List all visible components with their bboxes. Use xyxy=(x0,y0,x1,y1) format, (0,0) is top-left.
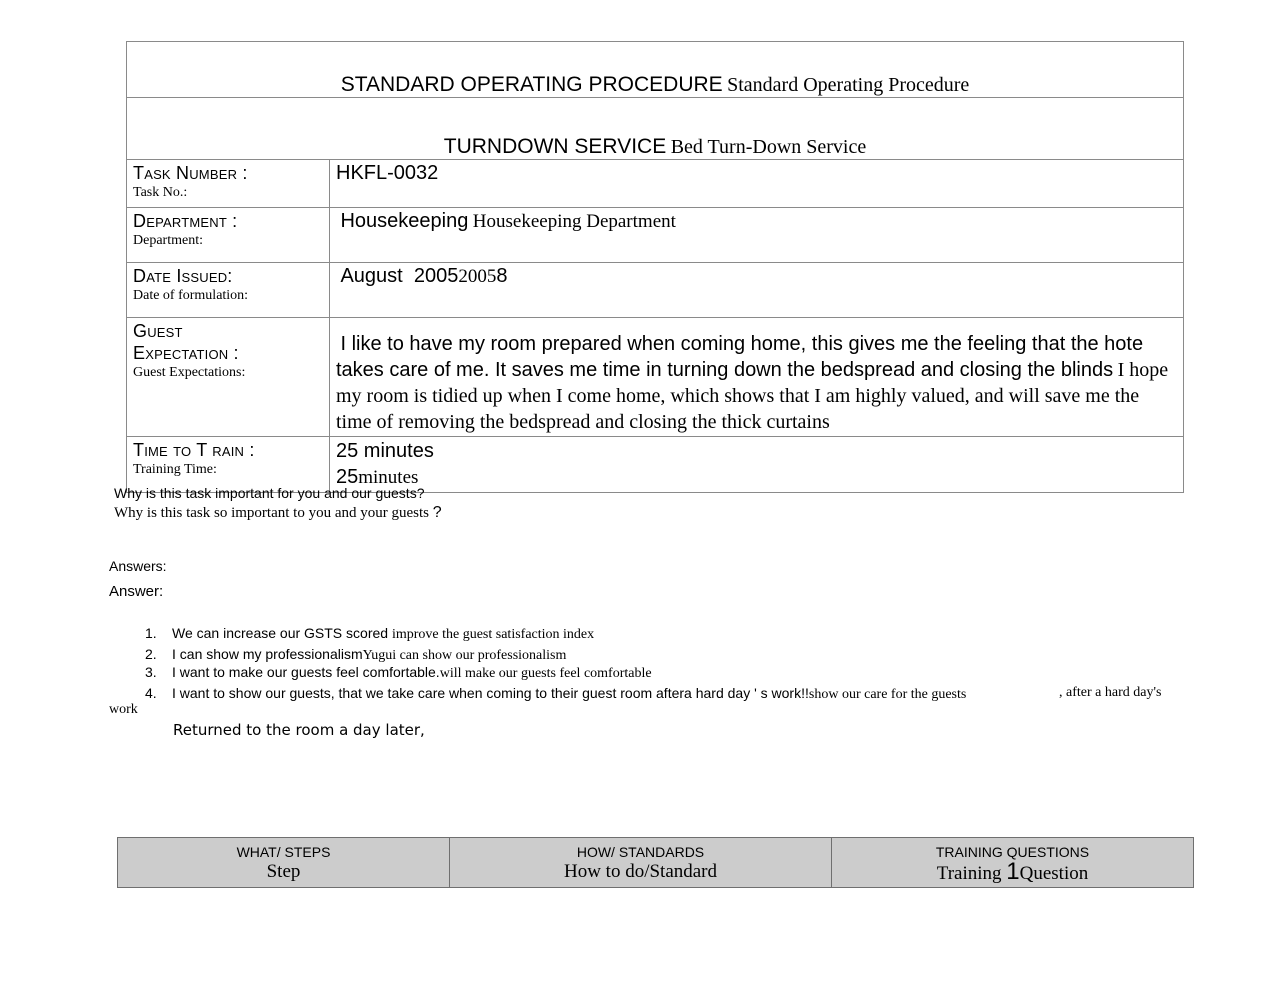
answers-heading-cn: Answer: xyxy=(109,583,164,600)
standards-header-cn: How to do/Standard xyxy=(563,861,718,882)
answer-item-1-en: We can increase our GSTS scored xyxy=(172,625,392,641)
importance-question-cn xyxy=(114,504,442,522)
service-title-cn: Bed Turn-Down Service xyxy=(670,136,867,158)
training-questions-header-cn xyxy=(832,860,1193,886)
answer-item-1-number: 1. xyxy=(145,625,157,641)
time-to-train-label-cn: Training Time: xyxy=(133,462,217,477)
date-issued-value-c: 8 xyxy=(496,265,508,287)
steps-table xyxy=(117,837,1194,888)
task-number-label: Task Number : xyxy=(133,163,248,183)
time-to-train-value-cn: minutes xyxy=(358,467,419,488)
guest-expectation-value-cell xyxy=(330,318,1184,437)
time-to-train-value-cell xyxy=(330,437,1184,493)
time-to-train-value-en: 25 minutes xyxy=(336,440,434,462)
steps-header-cn: Step xyxy=(266,861,301,882)
answer-item-3-cn: will make our guests feel comfortable xyxy=(439,666,652,681)
sop-title-cn: Standard Operating Procedure xyxy=(727,74,970,96)
guest-expectation-label-1: Guest xyxy=(133,321,183,341)
answer-item-1-cn: improve the guest satisfaction index xyxy=(391,627,595,642)
date-issued-label-cell xyxy=(127,263,330,318)
returned-note: Returned to the room a day later, xyxy=(173,721,425,739)
department-label-cell xyxy=(127,208,330,263)
answer-item-4-en: I want to show our guests, that we take care when coming to their guest room aftera hard day ' s work!! xyxy=(172,685,809,701)
training-questions-column-header xyxy=(832,838,1194,888)
task-number-value: HKFL-0032 xyxy=(336,162,439,184)
service-title xyxy=(127,135,1183,159)
training-questions-header-num: 1 xyxy=(1006,858,1020,885)
answers-heading-en: Answers: xyxy=(109,558,167,574)
department-value-cn: Housekeeping Department xyxy=(472,211,676,232)
department-value-en: Housekeeping xyxy=(340,210,469,232)
standards-header-en: HOW/ STANDARDS xyxy=(576,844,705,860)
sop-title xyxy=(127,73,1183,97)
answer-item-4-number: 4. xyxy=(145,685,157,701)
sop-title-cell xyxy=(127,42,1184,98)
answer-item-4-cn-2: , after a hard day's xyxy=(1059,685,1162,700)
department-label: Department : xyxy=(133,211,238,231)
time-to-train-value-num: 25 xyxy=(336,466,359,488)
date-issued-value-b: 2005 xyxy=(458,266,497,287)
guest-expectation-label-cn: Guest Expectations: xyxy=(133,365,246,380)
guest-expectation-label-cell xyxy=(127,318,330,437)
steps-column-header xyxy=(118,838,450,888)
answer-item-2-cn: Yugui can show our professionalism xyxy=(362,648,567,663)
importance-question-mark: ? xyxy=(432,504,442,521)
time-to-train-label: Time to T rain : xyxy=(133,440,255,460)
department-value-cell xyxy=(330,208,1184,263)
guest-expectation-value-en: I like to have my room prepared when coming home, this gives me the feeling that the hote takes care of me. It saves me time in turning down the bedspread and closing the blinds xyxy=(336,333,1144,381)
date-issued-label-cn: Date of formulation: xyxy=(133,288,249,303)
steps-header-en: WHAT/ STEPS xyxy=(236,844,331,860)
answer-item-2-en: I can show my professionalism xyxy=(172,646,363,662)
guest-expectation-value-cn: I hope my room is tidied up when I come home, which shows that I am highly valued, and will save me the time of removing the bedspread and closing the thick curtains xyxy=(336,359,1169,433)
answer-item-2-number: 2. xyxy=(145,646,157,662)
task-number-value-cell xyxy=(330,160,1184,208)
answer-item-4-cn-3: work xyxy=(109,702,138,717)
date-issued-label: Date Issued: xyxy=(133,266,233,286)
task-number-label-cn: Task No.: xyxy=(133,185,188,200)
date-issued-value-a: August 2005 xyxy=(340,265,459,287)
training-questions-header-en: TRAINING QUESTIONS xyxy=(935,844,1090,860)
answer-item-4-cn: show our care for the guests xyxy=(808,687,967,702)
importance-question-en: Why is this task important for you and our guests? xyxy=(114,485,425,501)
answer-item-3-en: I want to make our guests feel comfortable. xyxy=(172,664,440,680)
task-number-label-cell xyxy=(127,160,330,208)
sop-header-table xyxy=(126,41,1184,493)
standards-column-header xyxy=(450,838,832,888)
date-issued-value-cell xyxy=(330,263,1184,318)
department-label-cn: Department: xyxy=(133,233,203,248)
service-title-cell xyxy=(127,98,1184,160)
guest-expectation-label-2: Expectation : xyxy=(133,343,239,363)
sop-title-en: STANDARD OPERATING PROCEDURE xyxy=(340,73,723,96)
training-questions-header-cn-b: Question xyxy=(1019,863,1089,884)
training-questions-header-cn-a: Training xyxy=(936,863,1007,884)
importance-question-cn-text: Why is this task so important to you and your guests xyxy=(114,505,433,521)
answer-item-3-number: 3. xyxy=(145,664,157,680)
service-title-en: TURNDOWN SERVICE xyxy=(443,135,667,158)
